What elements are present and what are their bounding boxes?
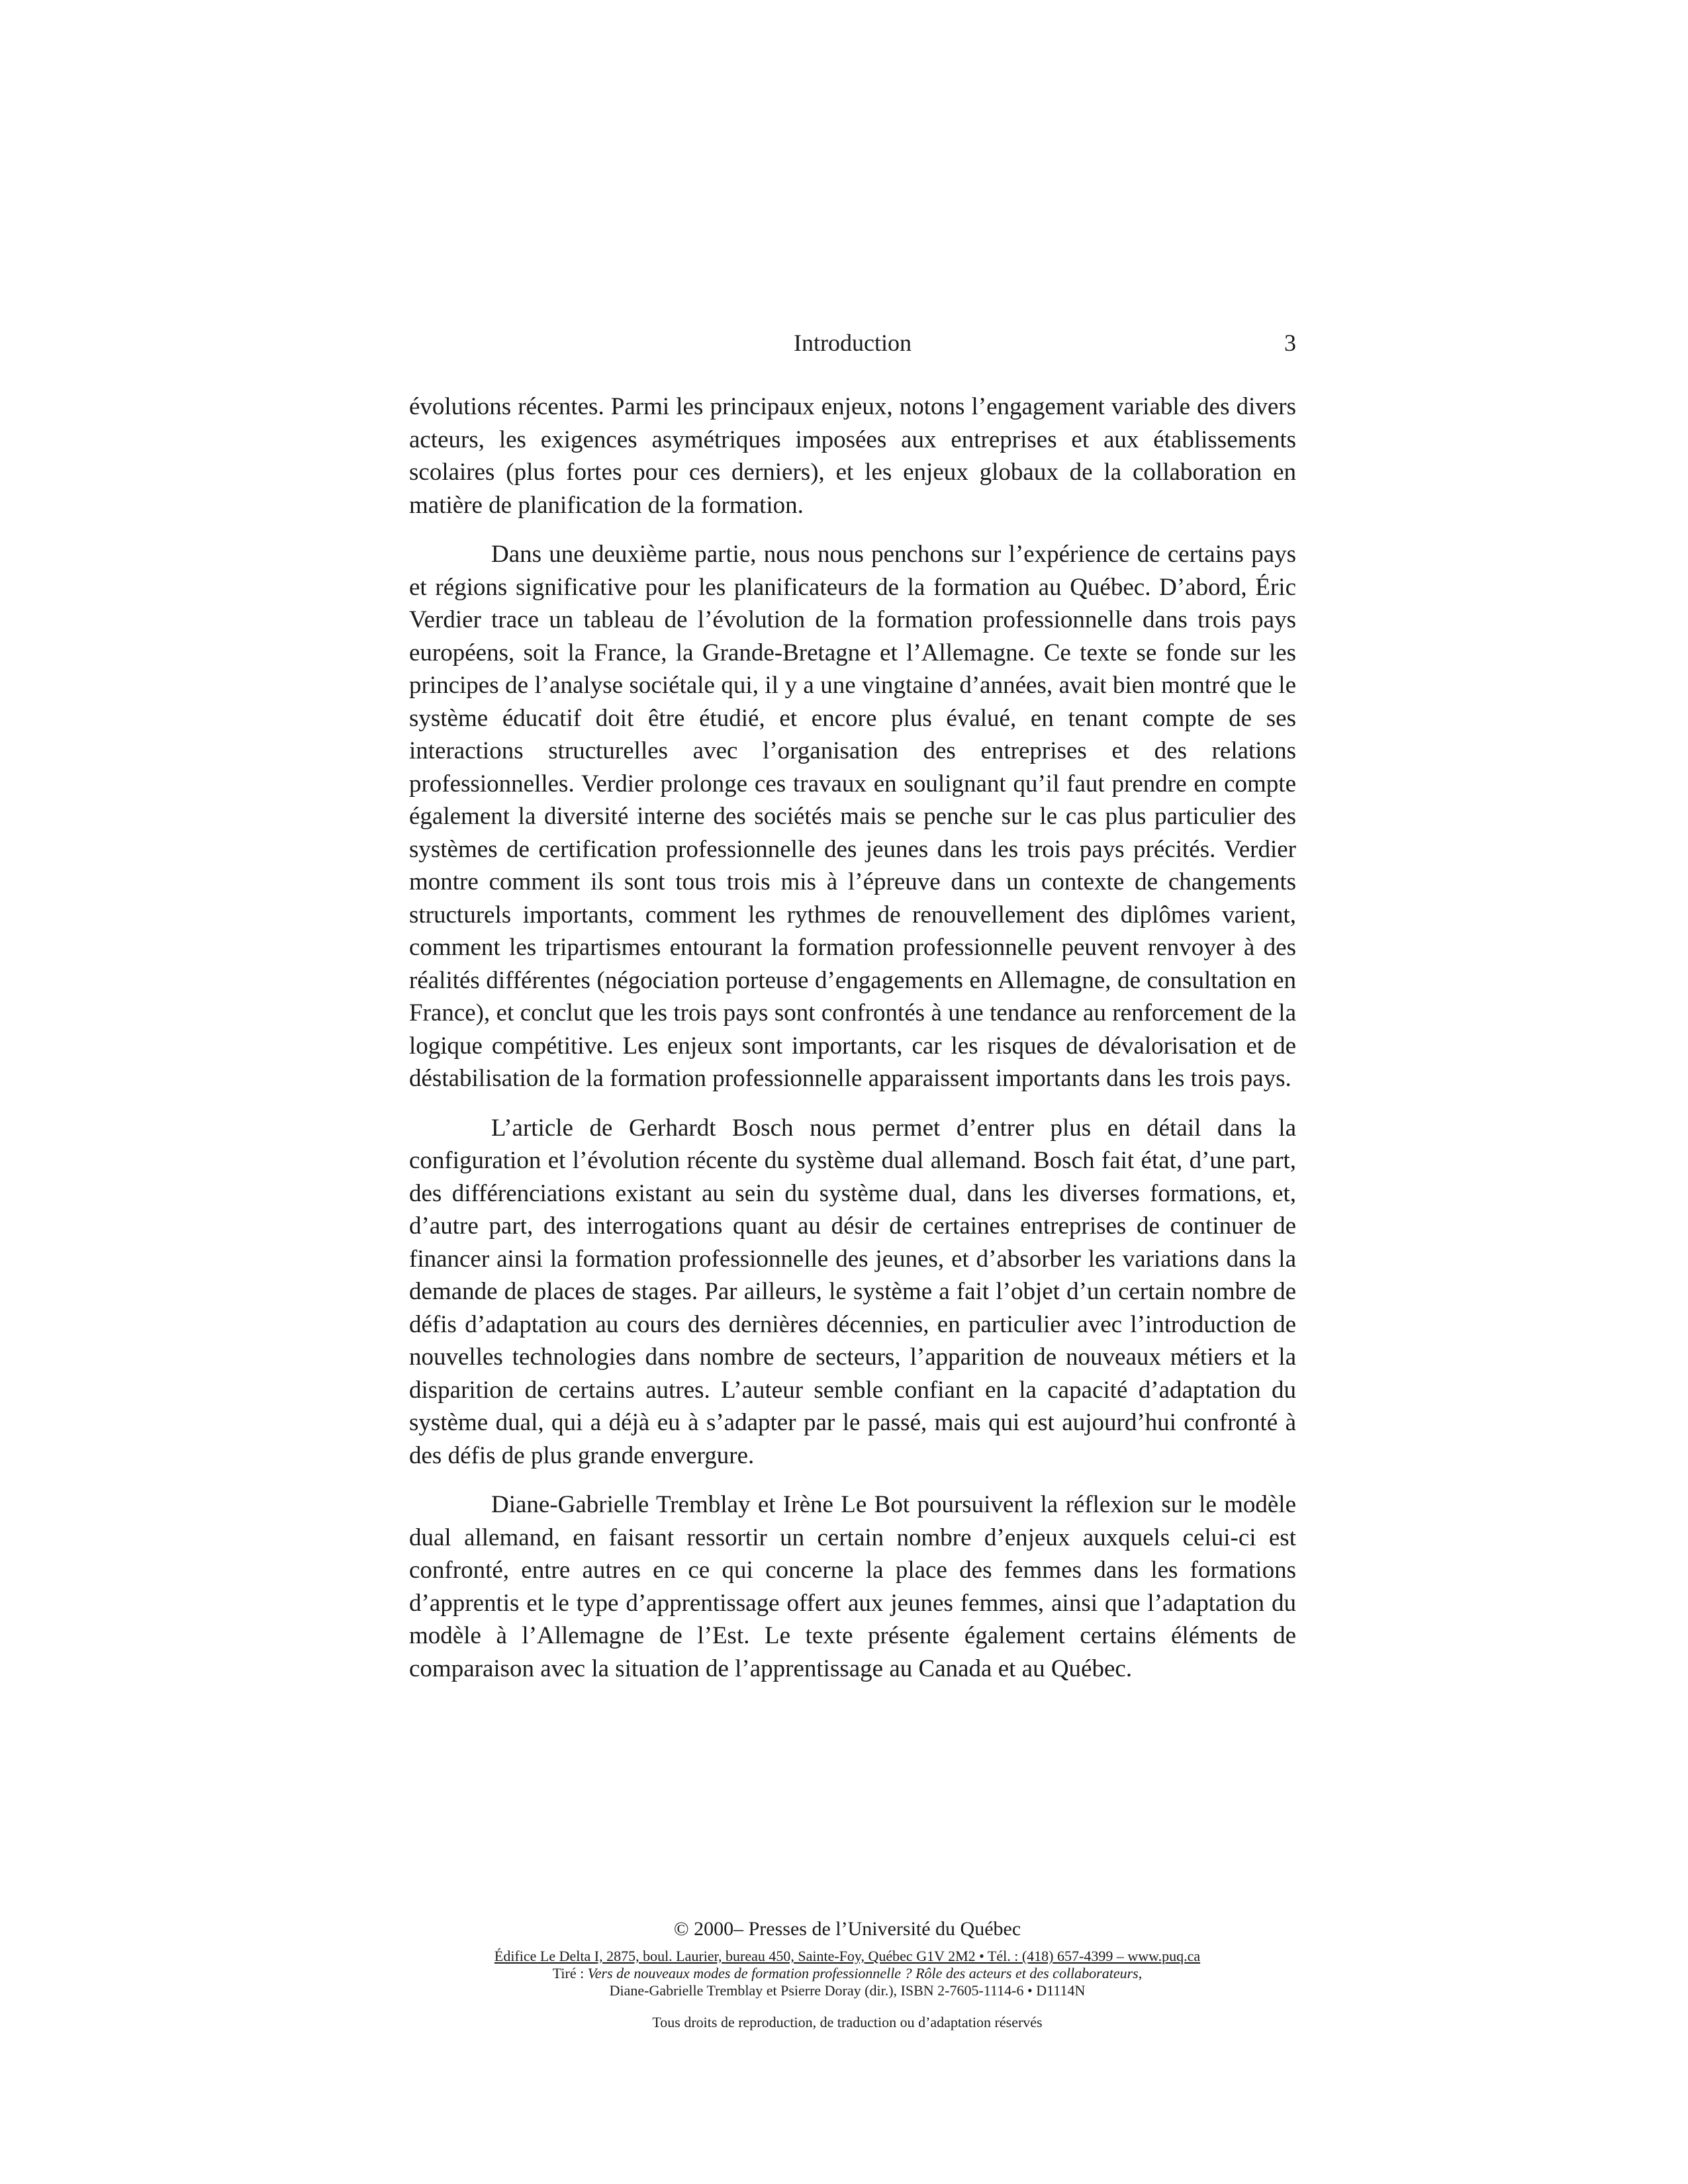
source-prefix: Tiré : — [552, 1965, 588, 1981]
paragraph-continuation: évolutions récentes. Parmi les principaux enjeux, notons l’engagement variable des divers acteurs, les exigences asymétriques imposées aux entreprises et aux établissements scolaires (plus fortes pour ces derniers), et les enjeux globaux de la collaboration en matière de planification de la formation. — [409, 393, 1296, 519]
editors-isbn: Diane-Gabrielle Tremblay et Psierre Doray (dir.), ISBN 2-7605-1114-6 • D1114N — [609, 1982, 1086, 1999]
rights-notice: Tous droits de reproduction, de traduction ou d’adaptation réservés — [652, 2014, 1043, 2030]
running-head-title: Introduction — [794, 330, 912, 356]
paragraph-tremblay-le-bot: Diane-Gabrielle Tremblay et Irène Le Bot poursuivent la réflexion sur le modèle dual allemand, en faisant ressortir un certain nombre d’enjeux auxquels celui-ci est confronté, entre autres en ce qui concerne la place des femmes dans les formations d’apprentis et le type d’apprentissage offert aux jeunes femmes, ainsi que l’adaptation du modèle à l’Allemagne de l’Est. Le texte présente également certains éléments de comparaison avec la situation de l’apprentissage au Canada et au Québec. — [409, 1491, 1296, 1682]
publisher-address: Édifice Le Delta I, 2875, boul. Laurier, bureau 450, Sainte-Foy, Québec G1V 2M2 • Tél. : (418) 657-4399 – www.puq.ca — [494, 1948, 1201, 1964]
paragraph-bosch: L’article de Gerhardt Bosch nous permet d’entrer plus en détail dans la configuration et l’évolution récente du système dual allemand. Bosch fait état, d’une part, des différenciations existant au sein du système dual, dans les diverses formations, et, d’autre part, des interrogations quant au désir de certaines entreprises de continuer de financer ainsi la formation professionnelle des jeunes, et d’absorber les variations dans la demande de places de stages. Par ailleurs, le système a fait l’objet d’un certain nombre de défis d’adaptation au cours des dernières décennies, en particulier avec l’introduction de nouvelles technologies dans nombre de secteurs, l’apparition de nouveaux métiers et la disparition de certains autres. L’auteur semble confiant en la capacité d’adaptation du système dual, qui a déjà eu à s’adapter par le passé, mais qui est aujourd’hui confronté à des défis de plus grande envergure. — [409, 1114, 1296, 1469]
running-head — [409, 323, 1296, 363]
source-suffix: , — [1138, 1965, 1143, 1981]
paragraph-verdier: Dans une deuxième partie, nous nous penchons sur l’expérience de certains pays et régions significative pour les planificateurs de la formation au Québec. D’abord, Éric Verdier trace un tableau de l’évolution de la formation professionnelle dans trois pays européens, soit la France, la Grande-Bretagne et l’Allemagne. Ce texte se fonde sur les principes de l’analyse sociétale qui, il y a une vingtaine d’années, avait bien montré que le système éducatif doit être étudié, et encore plus évalué, en tenant compte de ses interactions structurelles avec l’organisation des entreprises et des relations professionnelles. Verdier prolonge ces travaux en soulignant qu’il faut prendre en compte également la diversité interne des sociétés mais se penche sur le cas plus particulier des systèmes de certification professionnelle des jeunes dans les trois pays précités. Verdier montre comment ils sont tous trois mis à l’épreuve dans un contexte de changements structurels importants, comment les rythmes de renouvellement des diplômes varient, comment les tripartismes entourant la formation professionnelle peuvent renvoyer à des réalités différentes (négociation porteuse d’engagements en Allemagne, de consultation en France), et conclut que les trois pays sont confrontés à une tendance au renforcement de la logique compétitive. Les enjeux sont importants, car les risques de dévalorisation et de déstabilisation de la formation professionnelle apparaissent importants dans les trois pays. — [409, 541, 1296, 1092]
copyright-notice: © 2000– Presses de l’Université du Québec — [673, 1918, 1021, 1940]
source-citation — [397, 1965, 1297, 1982]
source-title: Vers de nouveaux modes de formation professionnelle ? Rôle des acteurs et des collaborateurs — [587, 1965, 1139, 1981]
publisher-footer — [397, 1916, 1297, 2031]
page-number: 3 — [1284, 330, 1296, 356]
body-text — [409, 390, 1296, 1702]
